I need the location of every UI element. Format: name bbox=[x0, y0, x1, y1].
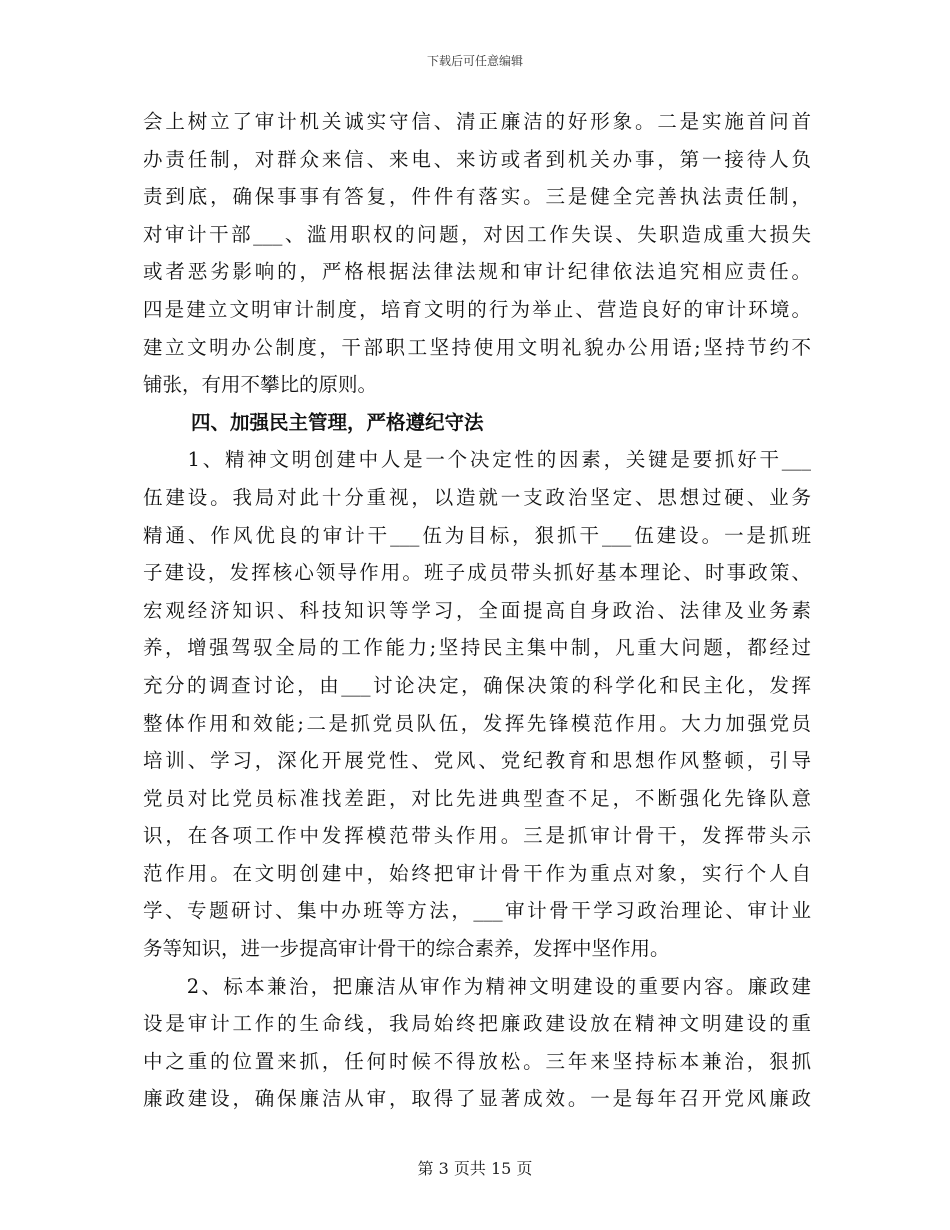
text-line: 识，在各项工作中发挥模范带头作用。三是抓审计骨干，发挥带头示 bbox=[143, 824, 811, 848]
text-line: 范作用。在文明创建中，始终把审计骨干作为重点对象，实行个人自 bbox=[143, 861, 811, 885]
text-line: 四是建立文明审计制度，培育文明的行为举止、营造良好的审计环境。 bbox=[143, 297, 811, 321]
text-line: 养，增强驾驭全局的工作能力;坚持民主集中制，凡重大问题，都经过 bbox=[143, 636, 811, 660]
document-body bbox=[143, 103, 811, 1118]
text-line: 铺张，有用不攀比的原则。 bbox=[143, 373, 378, 397]
page-header: 下载后可任意编辑 bbox=[426, 54, 523, 68]
text-line: 建立文明办公制度，干部职工坚持使用文明礼貌办公用语;坚持节约不 bbox=[143, 335, 811, 359]
text-line: 学、专题研讨、集中办班等方法，___审计骨干学习政治理论、审计业 bbox=[143, 899, 811, 923]
text-line: 子建设，发挥核心领导作用。班子成员带头抓好基本理论、时事政策、 bbox=[143, 561, 811, 585]
text-line: 会上树立了审计机关诚实守信、清正廉洁的好形象。二是实施首问首 bbox=[143, 110, 811, 133]
text-line: 伍建设。我局对此十分重视，以造就一支政治坚定、思想过硬、业务 bbox=[143, 485, 811, 509]
text-line: 办责任制，对群众来信、来电、来访或者到机关办事，第一接待人负 bbox=[143, 147, 811, 171]
text-line: 1、精神文明创建中人是一个决定性的因素，关键是要抓好干___ bbox=[143, 448, 811, 472]
text-line: 对审计干部___、滥用职权的问题，对因工作失误、失职造成重大损失 bbox=[143, 222, 811, 246]
text-line: 宏观经济知识、科技知识等学习，全面提高自身政治、法律及业务素 bbox=[143, 598, 811, 622]
text-line: 精通、作风优良的审计干___伍为目标，狠抓干___伍建设。一是抓班 bbox=[143, 523, 811, 547]
text-line: 务等知识，进一步提高审计骨干的综合素养，发挥中坚作用。 bbox=[143, 937, 670, 961]
text-line: 或者恶劣影响的，严格根据法律法规和审计纪律依法追究相应责任。 bbox=[143, 260, 811, 284]
text-line: 廉政建设，确保廉洁从审，取得了显著成效。一是每年召开党风廉政 bbox=[143, 1087, 811, 1111]
text-line: 党员对比党员标准找差距，对比先进典型查不足，不断强化先锋队意 bbox=[143, 786, 811, 810]
text-line: 整体作用和效能;二是抓党员队伍，发挥先锋模范作用。大力加强党员 bbox=[143, 711, 811, 735]
text-line: 培训、学习，深化开展党性、党风、党纪教育和思想作风整顿，引导 bbox=[143, 749, 811, 773]
text-line: 充分的调查讨论，由___讨论决定，确保决策的科学化和民主化，发挥 bbox=[143, 673, 811, 697]
text-line: 中之重的位置来抓，任何时候不得放松。三年来坚持标本兼治，狠抓 bbox=[143, 1049, 811, 1073]
section-heading: 四、加强民主管理，严格遵纪守法 bbox=[191, 410, 484, 434]
text-line: 设是审计工作的生命线，我局始终把廉政建设放在精神文明建设的重 bbox=[143, 1012, 811, 1036]
page-footer: 第 3 页共 15 页 bbox=[417, 1159, 533, 1178]
text-line: 责到底，确保事事有答复，件件有落实。三是健全完善执法责任制， bbox=[143, 185, 811, 209]
text-line: 2、标本兼治，把廉洁从审作为精神文明建设的重要内容。廉政建 bbox=[143, 974, 811, 998]
